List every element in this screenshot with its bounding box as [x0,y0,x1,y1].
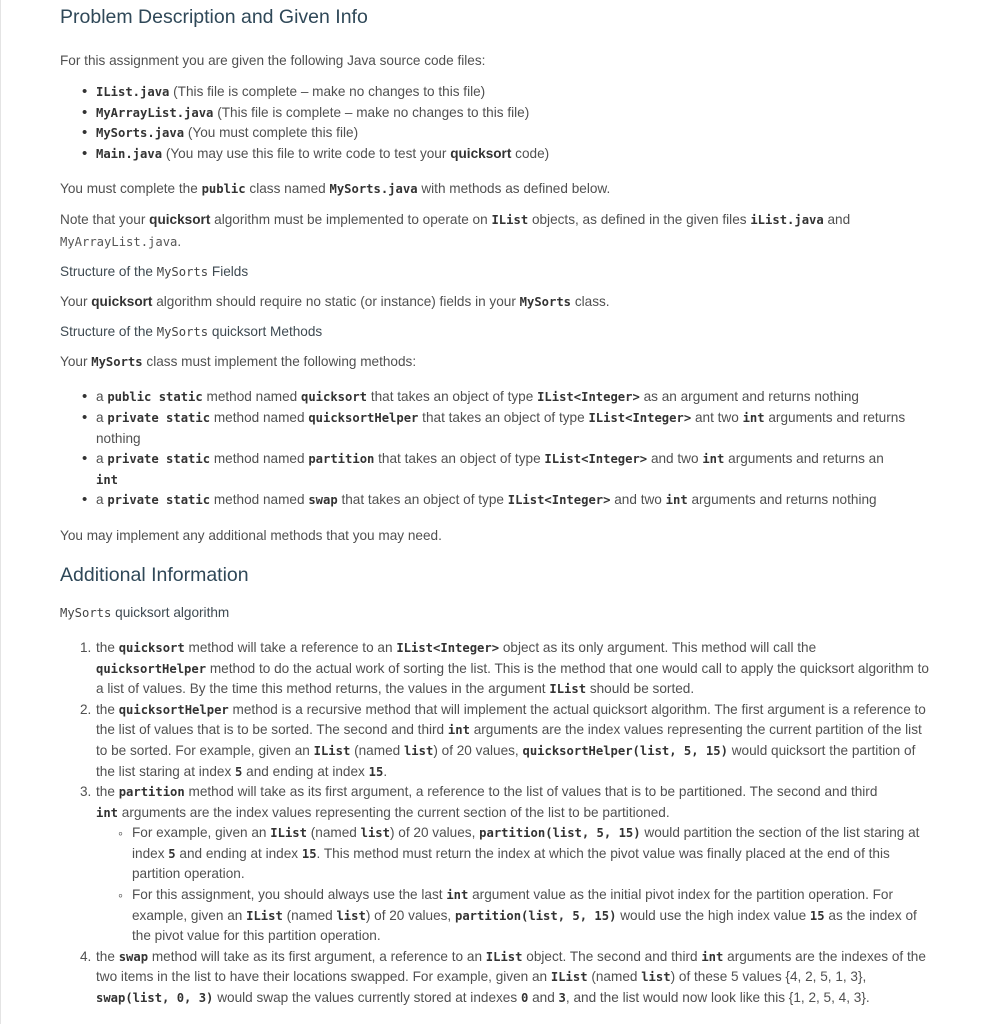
file-item [96,103,932,124]
note-text: Note that your quicksort algorithm must be implemented to operate on IList objects, as defined in the given files iList.java and MyArrayList.java. [60,212,851,250]
step-item: 4. the swap method will take as its first argument, a reference to an IList object. The second and third int arguments are the indexes of the two items in the list to have their locations swapped. For example, given an IList (named list) of these 5 values {4, 2, 5, 1, 3}, swap(list, 0, 3) would swap the values currently stored at indexes 0 and 3, and the list would now look like this {1, 2, 5, 4, 3}. [80,948,926,1006]
additional-note: You may implement any additional methods that you may need. [60,527,442,543]
step-item: 2. the quicksortHelper method is a recursive method that will implement the actual quicksort algorithm. The first argument is a reference to the list of values that is to be sorted. The second and third int arguments are the index values representing the current partition of the list to be sorted. For example, given an IList (named list) of 20 values, quicksortHelper(list, 5, 15) would quicksort the partition of the list staring at index 5 and ending at index 15. [80,701,926,779]
file-name: IList.java [96,85,170,99]
fields-heading: Structure of the MySorts Fields [60,264,249,280]
intro-text: For this assignment you are given the following Java source code files: [60,53,486,68]
file-name: MyArrayList.java [96,105,214,120]
file-item [96,123,932,144]
problem-title: Problem Description and Given Info [60,6,368,28]
file-desc-bold: quicksort [450,145,512,161]
algorithm-heading: MySorts quicksort algorithm [60,604,230,620]
sub-item: ◦ For example, given an IList (named list) of 20 values, partition(list, 5, 15) would partition the section of the list staring at index 5 and ending at index 15. This method must return the index at which the pivot value was finally placed at the end of this partition operation. [132,823,932,885]
method-item: • a private static method named quicksortHelper that takes an object of type IList<Integer> ant two int arguments and returns nothing [96,408,932,449]
file-name: Main.java [96,146,163,161]
file-desc: (You must complete this file) [187,125,359,141]
step-item: 3. the partition method will take as its first argument, a reference to the list of values that is to be partitioned. The second and third int arguments are the index values representing the current section of the list to be partitioned. ◦ For example, given an IList (named list) of 20 values, partition(list, 5, 15) would partition the section of the list staring at index 5 and ending at index 15. This method must return the index at which the pivot value was finally placed at the end of this partition operation. ◦ For this assignment, you should always use the last int argument value as the initial pivot index for the partition operation. For example, given an IList (named list) of 20 values, partition(list, 5, 15) would use the high index value 15 as the index of the pivot value for this partition operation. [96,782,932,947]
file-desc: (This file is complete – make no changes to this file) [173,84,486,99]
sub-item: ◦ For this assignment, you should always use the last int argument value as the initial pivot index for the partition operation. For example, given an IList (named list) of 20 values, partition(list, 5, 15) would use the high index value 15 as the index of the pivot value for this partition operation. [132,885,932,947]
file-item [96,82,932,103]
method-item: • a private static method named partition that takes an object of type IList<Integer> and two int arguments and returns an int [96,449,932,490]
files-list [96,82,932,164]
method-item: • a public static method named quicksort that takes an object of type IList<Integer> as an argument and returns nothing [96,387,932,408]
methods-intro: Your MySorts class must implement the following methods: [60,354,417,370]
methods-heading: Structure of the MySorts quicksort Methods [60,324,323,340]
additional-title: Additional Information [60,563,249,586]
method-item: • a private static method named swap that takes an object of type IList<Integer> and two int arguments and returns nothing [96,490,932,511]
file-desc: (This file is complete – make no changes to this file) [217,104,530,120]
file-name: MySorts.java [96,126,185,141]
file-desc: code) [515,145,550,161]
file-desc: (You may use this file to write code to test your [165,145,447,161]
partition-sublist [132,823,932,947]
complete-text: You must complete the public class named MySorts.java with methods as defined below. [60,181,611,197]
fields-text: Your quicksort algorithm should require no static (or instance) fields in your MySorts class. [60,294,610,310]
methods-list [96,387,932,511]
content [60,0,932,1009]
step-item: 1. the quicksort method will take a reference to an IList<Integer> object as its only argument. This method will call the quicksortHelper method to do the actual work of sorting the list. This is the method that one would call to apply the quicksort algorithm to a list of values. By the time this method returns, the values in the argument IList should be sorted. [80,639,929,697]
steps-list [80,638,932,1009]
file-item [96,144,932,165]
